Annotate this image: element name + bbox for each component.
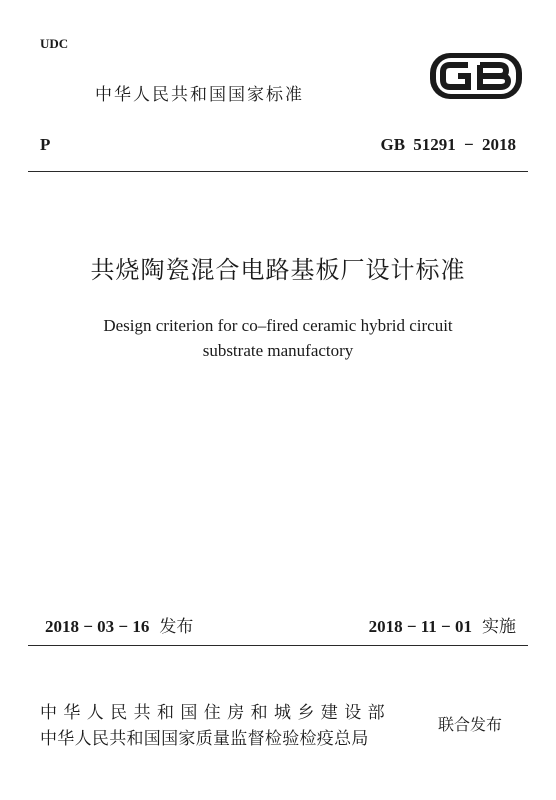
publish-date-block: [45, 612, 193, 637]
standard-number: GB 51291 − 2018: [380, 135, 516, 154]
top-divider: [28, 171, 528, 172]
joint-issue-label: 联合发布: [438, 715, 503, 734]
issuer-2: 中华人民共和国国家质量监督检验检疫总局: [40, 729, 369, 749]
implement-label: 实施: [482, 617, 516, 637]
publish-date: 2018 − 03 − 16: [45, 617, 150, 636]
bottom-divider: [28, 645, 528, 646]
issuer-1: 中华人民共和国住房和城乡建设部: [40, 703, 391, 723]
title-english-line-1: Design criterion for co–fired ceramic hybrid circuit: [103, 316, 453, 335]
title-chinese: 共烧陶瓷混合电路基板厂设计标准: [90, 256, 466, 284]
issuers-block: [40, 700, 391, 752]
svg-text:GB: GB: [428, 50, 430, 51]
title-english: [0, 313, 556, 363]
publish-label: 发布: [159, 617, 194, 637]
classification-code: P: [40, 135, 51, 154]
standard-category: 中华人民共和国国家标准: [95, 85, 304, 105]
implement-date: 2018 − 11 − 01: [368, 617, 472, 636]
udc-label: UDC: [40, 36, 69, 51]
implement-date-block: [369, 612, 516, 637]
gb-logo-icon: [428, 50, 524, 102]
title-english-line-2: substrate manufactory: [202, 341, 354, 360]
